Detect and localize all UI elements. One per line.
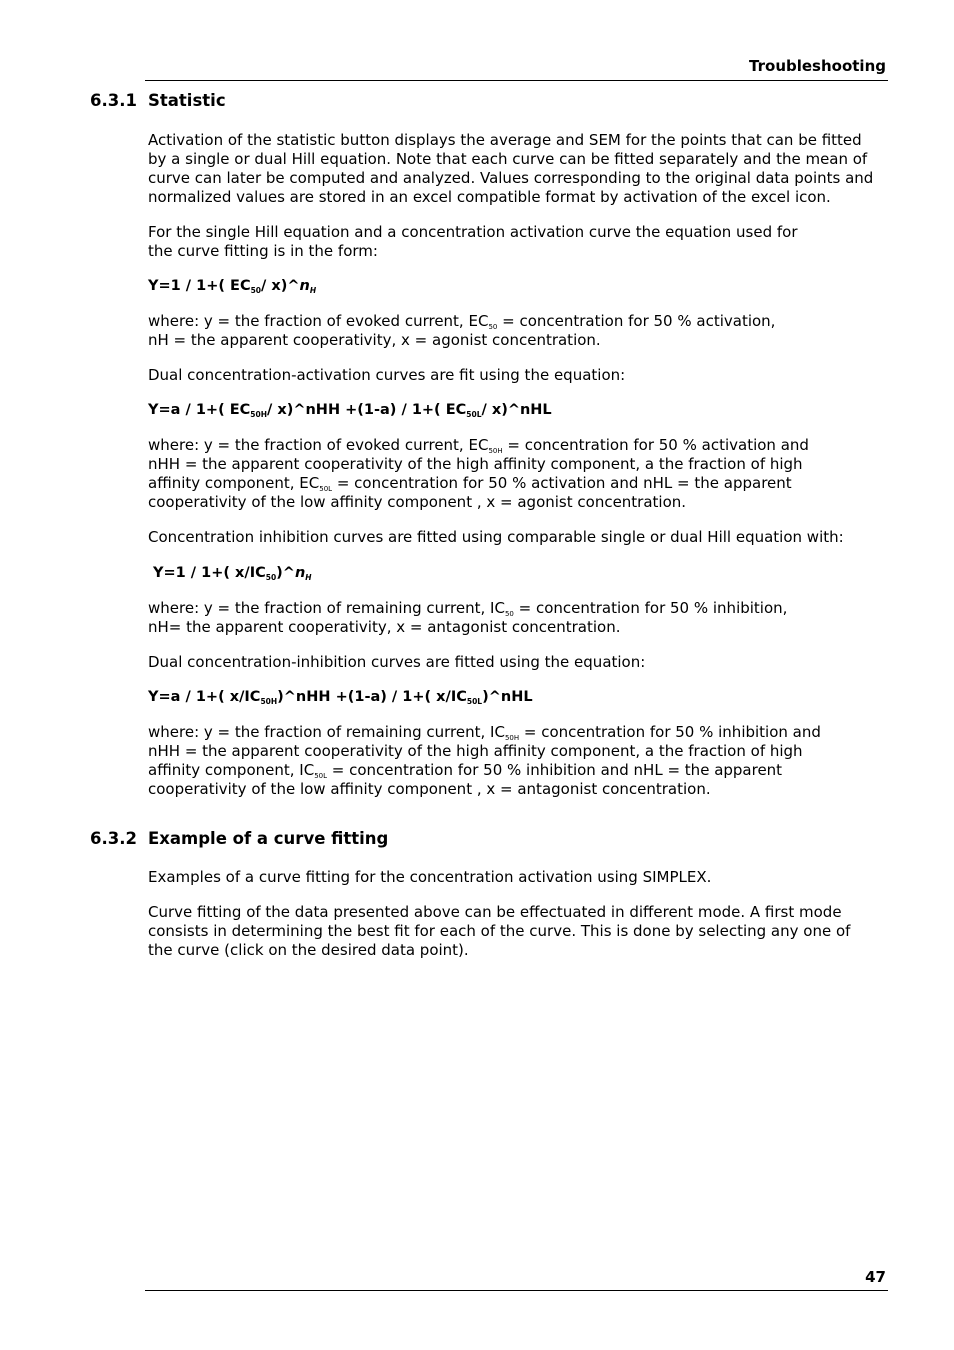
eq-subscript: H [305,573,312,582]
eq-subscript: 50 [265,573,277,582]
text-subscript: 50L [319,485,333,493]
text-part: where: y = the fraction of evoked current, EC [148,312,489,330]
running-header: Troubleshooting [749,57,886,75]
dual-inhibition-intro: Dual concentration-inhibition curves are fitted using the equation: [148,653,646,671]
text-line: the curve (click on the desired data point). [148,941,469,959]
equation-single-hill-inhibition [153,564,312,583]
text-subscript: 50 [504,610,514,618]
statistic-intro-paragraph: Activation of the statistic button displays the average and SEM for the points that can be fitted by a single or dual Hill equation. Note that each curve can be fitted separately and the mean of curve can later be computed and analyzed. Values corresponding to the original data points and normalized values are stored in an excel compatible format by activation of the excel icon. [148,131,874,206]
eq-part: / x)^ [261,278,300,294]
text-line: nHH = the apparent cooperativity of the high affinity component, a the fraction of high [148,455,803,473]
section-title: Example of a curve fitting [148,829,389,848]
text-part: = concentration for 50 % activation and [502,436,809,454]
text-subscript: 50H [488,447,503,455]
text-part: = concentration for 50 % activation, [497,312,776,330]
text-subscript: 50H [504,734,520,742]
eq-subscript: H [309,286,317,295]
text-part: = concentration for 50 % inhibition and nHL = the apparent [327,761,783,779]
eq-part: Y=a / 1+( EC [148,402,251,418]
eq-part: / x)^nHH +(1-a) / 1+( EC [267,402,467,418]
text-subscript: 50L [314,772,327,780]
eq-part: Y=1 / 1+( EC [148,278,251,294]
text-line: nH= the apparent cooperativity, x = antagonist concentration. [148,618,621,636]
text-line: the curve fitting is in the form: [148,242,378,260]
text-line: consists in determining the best fit for each of the curve. This is done by selecting any one of [148,922,851,940]
text-line: cooperativity of the low affinity component , x = agonist concentration. [148,493,687,511]
curve-fitting-intro: Examples of a curve fitting for the concentration activation using SIMPLEX. [148,868,712,886]
eq-subscript: 50H [260,697,278,706]
text-line: cooperativity of the low affinity component , x = antagonist concentration. [148,780,711,798]
eq-part: n [299,278,310,294]
single-hill-activation-definitions [148,312,883,350]
eq-part: )^nHH +(1-a) / 1+( x/IC [277,689,467,705]
text-line: nHH = the apparent cooperativity of the high affinity component, a the fraction of high [148,742,803,760]
section-heading-curve-fitting [90,829,388,848]
section-heading-statistic [90,91,226,110]
dual-activation-intro: Dual concentration-activation curves are fit using the equation: [148,366,626,384]
eq-part: Y=1 / 1+( x/IC [153,565,266,581]
single-hill-intro-paragraph [148,223,883,261]
text-part: = concentration for 50 % inhibition, [513,599,788,617]
equation-dual-hill-inhibition [148,688,533,707]
text-line: For the single Hill equation and a concentration activation curve the equation used for [148,223,798,241]
dual-inhibition-definitions [148,723,883,799]
section-number: 6.3.1 [90,91,137,110]
text-part: = concentration for 50 % activation and nHL = the apparent [332,474,792,492]
dual-activation-definitions [148,436,883,512]
eq-part: n [294,565,306,581]
text-part: = concentration for 50 % inhibition and [519,723,821,741]
eq-subscript: 50 [250,286,262,295]
inhibition-intro: Concentration inhibition curves are fitted using comparable single or dual Hill equation with: [148,528,844,546]
page-number: 47 [865,1268,886,1286]
eq-part: )^ [276,565,295,581]
header-rule [145,80,888,81]
eq-part: )^nHL [482,689,533,705]
curve-fitting-mode-paragraph [148,903,883,960]
text-line: nH = the apparent cooperativity, x = agonist concentration. [148,331,601,349]
eq-subscript: 50L [466,410,482,419]
text-part: affinity component, EC [148,474,320,492]
eq-part: Y=a / 1+( x/IC [148,689,261,705]
equation-single-hill-activation [148,277,316,296]
text-line: Curve fitting of the data presented above can be effectuated in different mode. A first mode [148,903,842,921]
text-part: where: y = the fraction of evoked current, EC [148,436,489,454]
single-hill-inhibition-definitions [148,599,883,637]
text-part: affinity component, IC [148,761,315,779]
eq-part: / x)^nHL [481,402,552,418]
eq-subscript: 50L [466,697,483,706]
section-number: 6.3.2 [90,829,137,848]
footer-rule [145,1290,888,1291]
section-title: Statistic [148,91,226,110]
text-subscript: 50 [488,323,498,331]
equation-dual-hill-activation [148,401,552,420]
text-part: where: y = the fraction of remaining current, IC [148,599,505,617]
eq-subscript: 50H [250,410,268,419]
text-part: where: y = the fraction of remaining current, IC [148,723,505,741]
